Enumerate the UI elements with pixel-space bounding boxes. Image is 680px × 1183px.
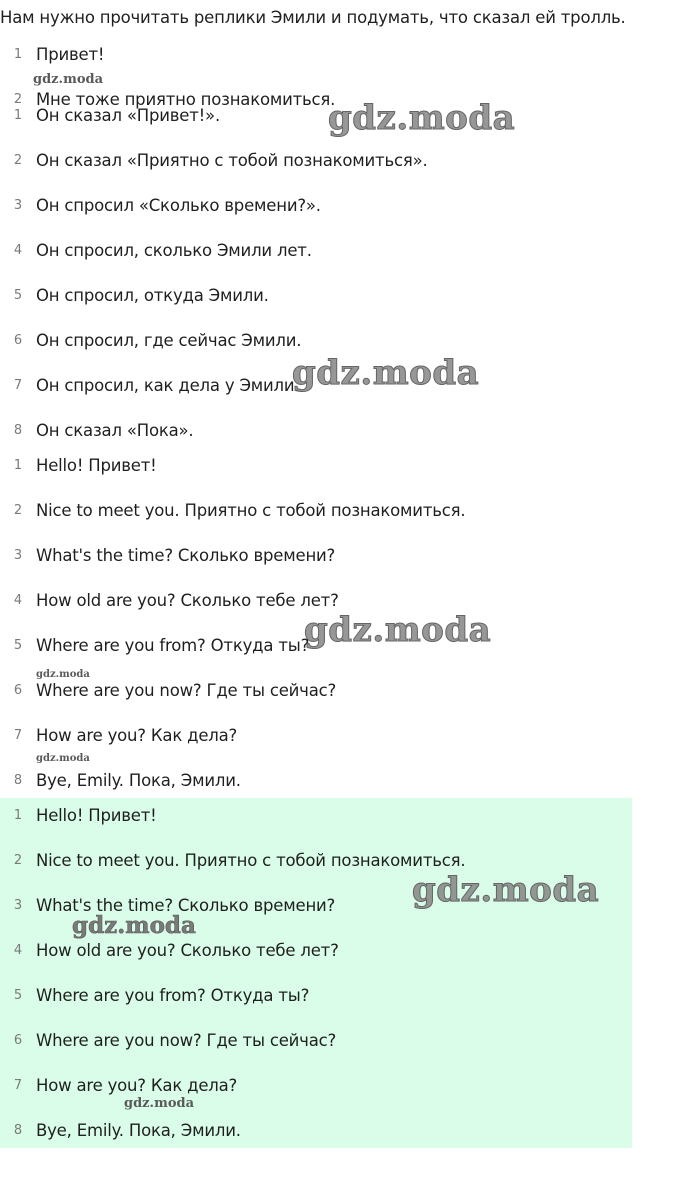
item-text: Bye, Emily. Пока, Эмили. bbox=[36, 771, 241, 790]
item-number: 6 bbox=[13, 1033, 23, 1048]
list-item bbox=[0, 1075, 640, 1099]
item-number: 5 bbox=[13, 638, 23, 653]
list-item bbox=[0, 330, 640, 354]
item-text: How are you? Как дела? bbox=[36, 726, 238, 745]
item-text: Nice to meet you. Приятно с тобой познакомиться. bbox=[36, 851, 466, 870]
list-item bbox=[0, 680, 640, 704]
watermark-logo: gdz.moda bbox=[292, 353, 480, 393]
item-text: Мне тоже приятно познакомиться. bbox=[36, 90, 336, 109]
list-item bbox=[0, 420, 640, 444]
item-number: 7 bbox=[13, 728, 23, 743]
item-number: 4 bbox=[13, 943, 23, 958]
list-item bbox=[0, 150, 640, 174]
watermark-logo: gdz.moda bbox=[412, 870, 600, 910]
item-number: 7 bbox=[13, 378, 23, 393]
item-number: 2 bbox=[13, 92, 23, 107]
item-text: Он спросил, где сейчас Эмили. bbox=[36, 331, 302, 350]
item-text: Он сказал «Пока». bbox=[36, 421, 194, 440]
watermark-text: gdz.moda bbox=[36, 669, 90, 680]
list-item bbox=[0, 545, 640, 569]
item-number: 3 bbox=[13, 898, 23, 913]
item-number: 2 bbox=[13, 853, 23, 868]
item-number: 8 bbox=[13, 1123, 23, 1138]
item-text: Where are you from? Откуда ты? bbox=[36, 986, 310, 1005]
watermark-logo: gdz.moda bbox=[304, 610, 492, 650]
list-item bbox=[0, 770, 640, 794]
list-item bbox=[0, 1120, 640, 1144]
item-number: 3 bbox=[13, 198, 23, 213]
item-text: How old are you? Сколько тебе лет? bbox=[36, 941, 339, 960]
item-text: What's the time? Сколько времени? bbox=[36, 896, 336, 915]
item-text: What's the time? Сколько времени? bbox=[36, 546, 336, 565]
item-text: Он спросил, как дела у Эмили. bbox=[36, 376, 300, 395]
item-text: Where are you now? Где ты сейчас? bbox=[36, 1031, 337, 1050]
list-item bbox=[0, 455, 640, 479]
item-number: 1 bbox=[13, 458, 23, 473]
item-text: Hello! Привет! bbox=[36, 456, 157, 475]
watermark-text: gdz.moda bbox=[36, 753, 90, 764]
watermark-logo: gdz.moda bbox=[328, 98, 516, 138]
item-text: How are you? Как дела? bbox=[36, 1076, 238, 1095]
item-number: 2 bbox=[13, 153, 23, 168]
list-item bbox=[0, 105, 640, 129]
list-item bbox=[0, 985, 640, 1009]
item-text: Bye, Emily. Пока, Эмили. bbox=[36, 1121, 241, 1140]
list-item bbox=[0, 240, 640, 264]
item-text: Привет! bbox=[36, 45, 105, 64]
item-number: 2 bbox=[13, 503, 23, 518]
item-text: Он спросил, сколько Эмили лет. bbox=[36, 241, 312, 260]
item-number: 1 bbox=[13, 808, 23, 823]
clipped-list bbox=[0, 40, 680, 109]
item-text: Nice to meet you. Приятно с тобой познакомиться. bbox=[36, 501, 466, 520]
list-item bbox=[0, 725, 640, 749]
item-number: 5 bbox=[13, 288, 23, 303]
item-text: Он спросил, откуда Эмили. bbox=[36, 286, 269, 305]
list-item bbox=[0, 195, 640, 219]
item-text: Он сказал «Привет!». bbox=[36, 106, 220, 125]
item-number: 4 bbox=[13, 243, 23, 258]
item-text: Hello! Привет! bbox=[36, 806, 157, 825]
list-item bbox=[0, 805, 640, 829]
item-text: How old are you? Сколько тебе лет? bbox=[36, 591, 339, 610]
item-number: 8 bbox=[13, 423, 23, 438]
item-text: Where are you from? Откуда ты? bbox=[36, 636, 310, 655]
list-item bbox=[0, 44, 640, 68]
item-text: Он спросил «Сколько времени?». bbox=[36, 196, 321, 215]
item-number: 6 bbox=[13, 333, 23, 348]
list-item bbox=[0, 1030, 640, 1054]
item-number: 3 bbox=[13, 548, 23, 563]
watermark-text: gdz.moda bbox=[124, 1096, 195, 1111]
item-number: 6 bbox=[13, 683, 23, 698]
list-item bbox=[0, 285, 640, 309]
item-number: 1 bbox=[13, 108, 23, 123]
item-number: 1 bbox=[13, 47, 23, 62]
item-number: 7 bbox=[13, 1078, 23, 1093]
intro-text: Нам нужно прочитать реплики Эмили и подумать, что сказал ей тролль. bbox=[0, 8, 626, 27]
item-number: 5 bbox=[13, 988, 23, 1003]
list-item bbox=[0, 500, 640, 524]
watermark-text: gdz.moda bbox=[33, 72, 104, 87]
list-item bbox=[0, 940, 640, 964]
item-number: 8 bbox=[13, 773, 23, 788]
item-text: Where are you now? Где ты сейчас? bbox=[36, 681, 337, 700]
watermark-logo: gdz.moda bbox=[72, 912, 196, 939]
item-text: Он сказал «Приятно с тобой познакомиться». bbox=[36, 151, 428, 170]
item-number: 4 bbox=[13, 593, 23, 608]
